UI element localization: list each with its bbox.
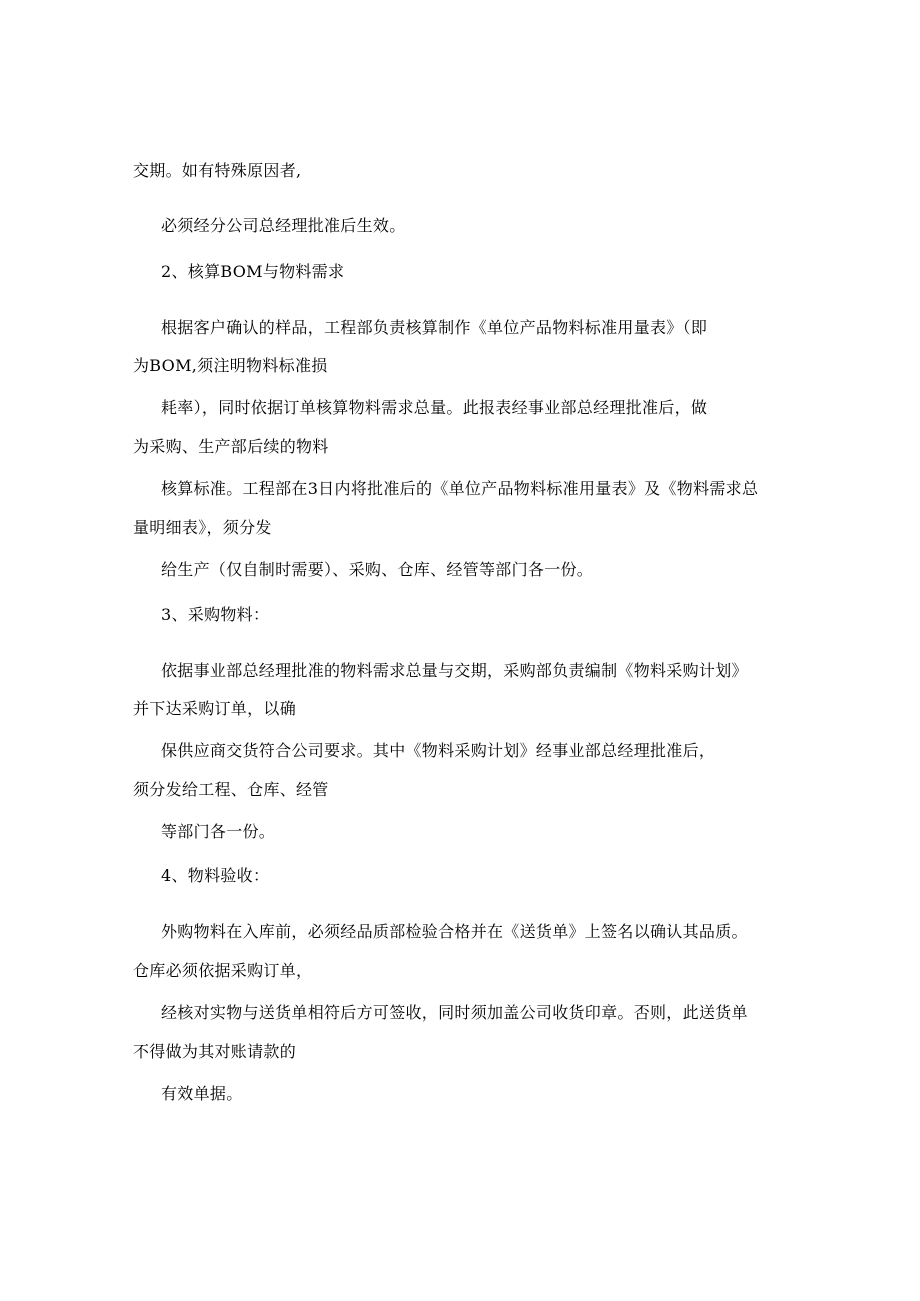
paragraph-line: 必须经分公司总经理批准后生效。 xyxy=(161,216,406,235)
paragraph-line: 等部门各一份。 xyxy=(161,822,276,841)
paragraph-line: 有效单据。 xyxy=(161,1084,243,1103)
paragraph-line: 经核对实物与送货单相符后方可签收，同时须加盖公司收货印章。否则，此送货单 xyxy=(161,1003,748,1022)
paragraph-line: 并下达采购订单，以确 xyxy=(133,699,297,718)
paragraph-line: 仓库必须依据采购订单， xyxy=(133,961,313,980)
section-heading-2: 2、核算BOM与物料需求 xyxy=(161,262,345,281)
paragraph-line: 外购物料在入库前，必须经品质部检验合格并在《送货单》上签名以确认其品质。 xyxy=(161,922,748,941)
paragraph-line: 交期。如有特殊原因者, xyxy=(133,161,302,180)
paragraph-line: 为采购、生产部后续的物料 xyxy=(133,437,329,456)
paragraph-line: 须分发给工程、仓库、经管 xyxy=(133,780,329,799)
paragraph-line: 根据客户确认的样品，工程部负责核算制作《单位产品物料标准用量表》（即 xyxy=(161,318,708,337)
section-heading-3: 3、采购物料： xyxy=(161,605,270,624)
paragraph-line: 依据事业部总经理批准的物料需求总量与交期，采购部负责编制《物料采购计划》 xyxy=(161,661,748,680)
paragraph-line: 耗率），同时依据订单核算物料需求总量。此报表经事业部总经理批准后，做 xyxy=(161,398,708,417)
paragraph-line: 为BOM,须注明物料标准损 xyxy=(133,356,328,375)
paragraph-line: 量明细表》，须分发 xyxy=(133,518,272,537)
paragraph-line: 核算标准。工程部在3日内将批准后的《单位产品物料标准用量表》及《物料需求总 xyxy=(161,479,759,498)
paragraph-line: 保供应商交货符合公司要求。其中《物料采购计划》经事业部总经理批准后， xyxy=(161,741,716,760)
section-heading-4: 4、物料验收： xyxy=(161,866,270,885)
paragraph-line: 不得做为其对账请款的 xyxy=(133,1042,297,1061)
paragraph-line: 给生产（仅自制时需要）、采购、仓库、经管等部门各一份。 xyxy=(161,560,594,579)
